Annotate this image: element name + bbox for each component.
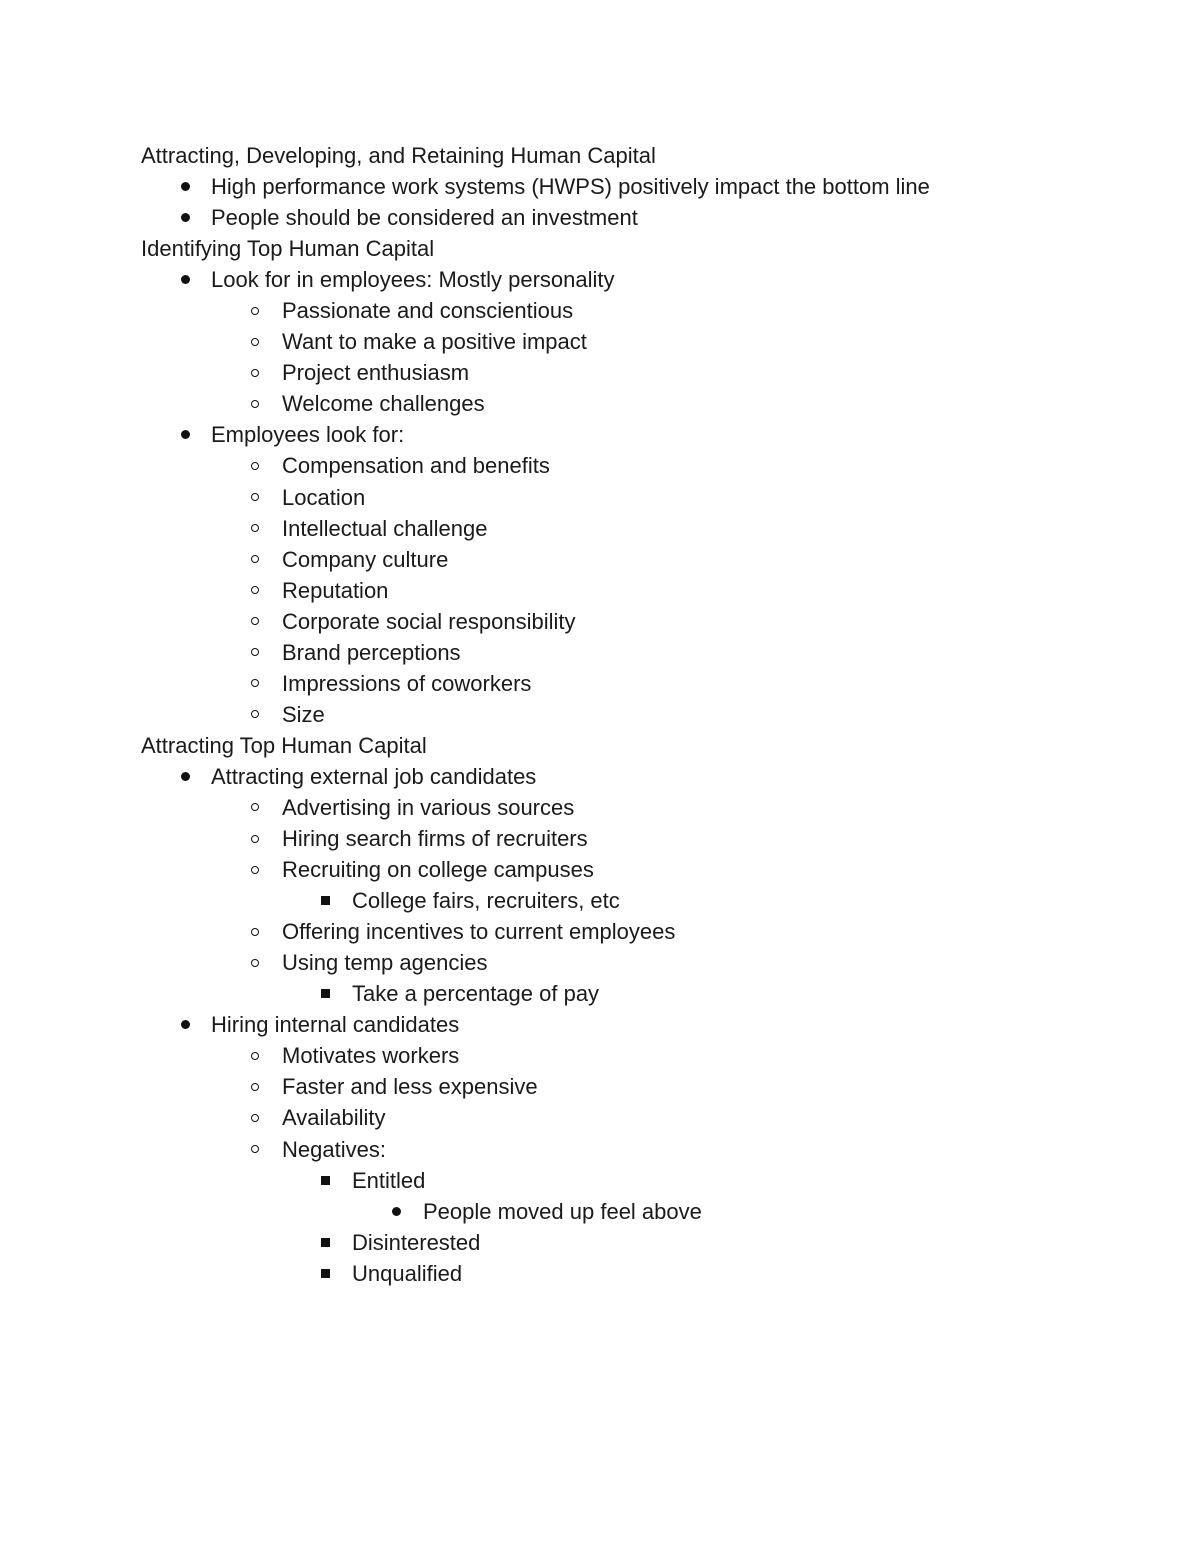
hollow-circle-bullet-icon xyxy=(248,637,262,668)
list-item: Reputation xyxy=(141,575,1121,606)
filled-dot-bullet-icon xyxy=(178,761,192,792)
list-item: Availability xyxy=(141,1102,1121,1133)
filled-dot-bullet-icon xyxy=(178,264,192,295)
hollow-circle-bullet-icon xyxy=(248,295,262,326)
list-item: Look for in employees: Mostly personality xyxy=(141,264,1121,295)
hollow-circle-bullet-icon xyxy=(248,854,262,885)
list-item: Welcome challenges xyxy=(141,388,1121,419)
list-item: Take a percentage of pay xyxy=(141,978,1121,1009)
hollow-circle-bullet-icon xyxy=(248,1134,262,1165)
hollow-circle-bullet-icon xyxy=(248,544,262,575)
hollow-circle-bullet-icon xyxy=(248,482,262,513)
list-item: People moved up feel above xyxy=(141,1196,1121,1227)
list-item: Impressions of coworkers xyxy=(141,668,1121,699)
filled-dot-bullet-icon xyxy=(178,419,192,450)
section-heading: Identifying Top Human Capital xyxy=(141,236,435,262)
list-item: Advertising in various sources xyxy=(141,792,1121,823)
filled-dot-bullet-icon xyxy=(389,1196,403,1227)
list-item: Intellectual challenge xyxy=(141,513,1121,544)
list-item: Passionate and conscientious xyxy=(141,295,1121,326)
hollow-circle-bullet-icon xyxy=(248,357,262,388)
list-item: Negatives: xyxy=(141,1134,1121,1165)
hollow-circle-bullet-icon xyxy=(248,513,262,544)
list-item: Size xyxy=(141,699,1121,730)
list-item: Brand perceptions xyxy=(141,637,1121,668)
filled-square-bullet-icon xyxy=(318,1258,332,1289)
filled-dot-bullet-icon xyxy=(178,202,192,233)
list-item: College fairs, recruiters, etc xyxy=(141,885,1121,916)
list-item: Company culture xyxy=(141,544,1121,575)
hollow-circle-bullet-icon xyxy=(248,1040,262,1071)
hollow-circle-bullet-icon xyxy=(248,699,262,730)
hollow-circle-bullet-icon xyxy=(248,947,262,978)
hollow-circle-bullet-icon xyxy=(248,916,262,947)
list-item: Employees look for: xyxy=(141,419,1121,450)
list-item: People should be considered an investment xyxy=(141,202,1121,233)
section-heading: Attracting, Developing, and Retaining Human Capital xyxy=(141,143,656,168)
filled-square-bullet-icon xyxy=(318,885,332,916)
filled-square-bullet-icon xyxy=(318,1227,332,1258)
list-item: Entitled xyxy=(141,1165,1121,1196)
list-item: Project enthusiasm xyxy=(141,357,1121,388)
list-item: Hiring internal candidates xyxy=(141,1009,1121,1040)
hollow-circle-bullet-icon xyxy=(248,388,262,419)
list-item: Corporate social responsibility xyxy=(141,606,1121,637)
hollow-circle-bullet-icon xyxy=(248,823,262,854)
list-item: Want to make a positive impact xyxy=(141,326,1121,357)
hollow-circle-bullet-icon xyxy=(248,1071,262,1102)
list-item: Faster and less expensive xyxy=(141,1071,1121,1102)
list-item: Attracting external job candidates xyxy=(141,761,1121,792)
list-item: High performance work systems (HWPS) positively impact the bottom line xyxy=(141,171,1121,202)
hollow-circle-bullet-icon xyxy=(248,450,262,481)
list-item: Unqualified xyxy=(141,1258,1121,1289)
filled-square-bullet-icon xyxy=(318,978,332,1009)
section-heading: Attracting Top Human Capital xyxy=(141,732,427,758)
list-item: Hiring search firms of recruiters xyxy=(141,823,1121,854)
filled-square-bullet-icon xyxy=(318,1165,332,1196)
list-item: Disinterested xyxy=(141,1227,1121,1258)
filled-dot-bullet-icon xyxy=(178,171,192,202)
hollow-circle-bullet-icon xyxy=(248,326,262,357)
list-item: Offering incentives to current employees xyxy=(141,916,1121,947)
list-item: Compensation and benefits xyxy=(141,450,1121,481)
list-item: Location xyxy=(141,482,1121,513)
hollow-circle-bullet-icon xyxy=(248,668,262,699)
list-item: Motivates workers xyxy=(141,1040,1121,1071)
hollow-circle-bullet-icon xyxy=(248,575,262,606)
hollow-circle-bullet-icon xyxy=(248,1102,262,1133)
filled-dot-bullet-icon xyxy=(178,1009,192,1040)
hollow-circle-bullet-icon xyxy=(248,606,262,637)
hollow-circle-bullet-icon xyxy=(248,792,262,823)
list-item: Recruiting on college campuses xyxy=(141,854,1121,885)
list-item: Using temp agencies xyxy=(141,947,1121,978)
document-body xyxy=(141,140,1121,1289)
